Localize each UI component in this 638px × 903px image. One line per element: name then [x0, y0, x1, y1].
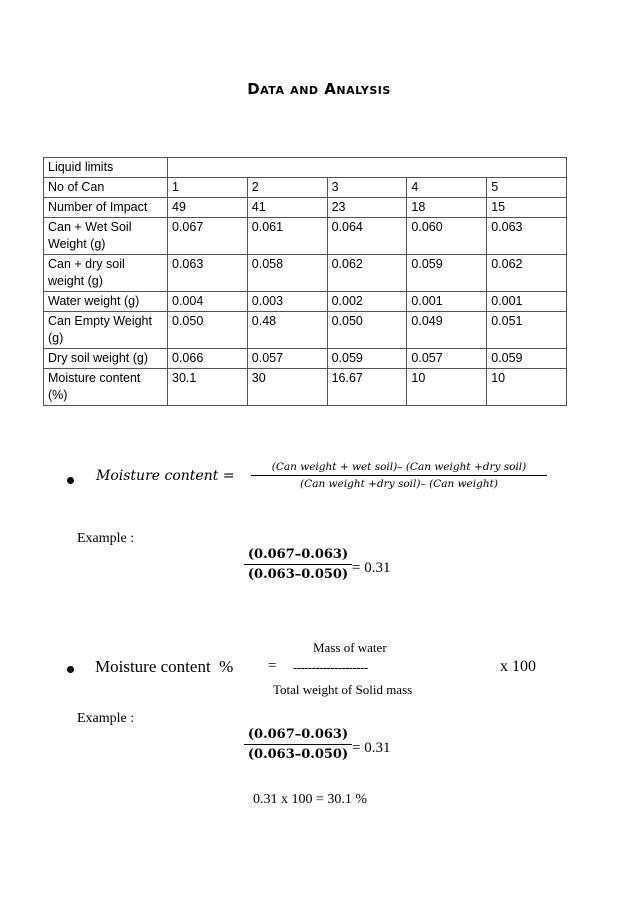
- table-row: [44, 292, 567, 312]
- formula2-multiplier: x 100: [500, 658, 536, 675]
- example1-numerator: (0.067–0.063): [244, 547, 352, 565]
- table-row: [44, 312, 567, 349]
- table-cell: 0.001: [487, 292, 567, 312]
- table-cell: 0.059: [487, 349, 567, 369]
- row-label: Moisture content (%): [44, 369, 168, 406]
- table-cell: 16.67: [327, 369, 407, 406]
- row-label: Can + dry soil weight (g): [44, 255, 168, 292]
- table-cell: 18: [407, 198, 487, 218]
- table-cell: 4: [407, 178, 487, 198]
- table-cell: 0.051: [487, 312, 567, 349]
- formula2-equals: =: [268, 658, 277, 674]
- page-title: Data and Analysis: [247, 80, 391, 98]
- table-cell: 0.063: [487, 218, 567, 255]
- example1-result: = 0.31: [352, 560, 391, 576]
- row-label: No of Can: [44, 178, 168, 198]
- example2-final: 0.31 x 100 = 30.1 %: [253, 792, 368, 807]
- table-cell: 30.1: [168, 369, 248, 406]
- row-label: Number of Impact: [44, 198, 168, 218]
- row-label: Water weight (g): [44, 292, 168, 312]
- example1-fraction: [244, 547, 352, 582]
- table-cell: 0.062: [327, 255, 407, 292]
- table-cell: 0.057: [247, 349, 327, 369]
- table-cell: 1: [168, 178, 248, 198]
- table-cell: 3: [327, 178, 407, 198]
- formula2-denominator: Total weight of Solid mass: [273, 682, 413, 697]
- table-cell: 49: [168, 198, 248, 218]
- liquid-limits-table: [43, 157, 567, 406]
- table-cell: 10: [487, 369, 567, 406]
- table-cell: 5: [487, 178, 567, 198]
- bullet-icon: [67, 666, 74, 673]
- table-cell: 15: [487, 198, 567, 218]
- table-cell: 0.004: [168, 292, 248, 312]
- bullet-icon: [67, 477, 74, 484]
- table-row: [44, 218, 567, 255]
- table-cell: 0.001: [407, 292, 487, 312]
- table-cell: 41: [247, 198, 327, 218]
- table-cell: 0.48: [247, 312, 327, 349]
- example2-result: = 0.31: [352, 740, 391, 756]
- row-label: Dry soil weight (g): [44, 349, 168, 369]
- formula2-lhs: Moisture content %: [95, 657, 234, 676]
- table-cell: 0.059: [327, 349, 407, 369]
- table-cell: 0.058: [247, 255, 327, 292]
- formula1-fraction: [251, 461, 547, 490]
- table-cell: 0.061: [247, 218, 327, 255]
- formula2-numerator: Mass of water: [313, 640, 387, 655]
- table-cell: 0.059: [407, 255, 487, 292]
- table-header-label: Liquid limits: [44, 158, 168, 178]
- table-cell: 10: [407, 369, 487, 406]
- formula1-denominator: (Can weight +dry soil)– (Can weight): [300, 478, 498, 490]
- row-label: Can + Wet Soil Weight (g): [44, 218, 168, 255]
- table-cell: 0.060: [407, 218, 487, 255]
- table-row: [44, 349, 567, 369]
- table-cell: 0.062: [487, 255, 567, 292]
- table-cell: 0.003: [247, 292, 327, 312]
- table-cell: 0.066: [168, 349, 248, 369]
- example2-denominator: (0.063–0.050): [247, 747, 349, 762]
- table-cell: 0.002: [327, 292, 407, 312]
- table-cell: 30: [247, 369, 327, 406]
- table-row: [44, 198, 567, 218]
- example2-fraction: [244, 727, 352, 762]
- example2-numerator: (0.067–0.063): [244, 727, 352, 745]
- example1-label: Example :: [77, 531, 135, 546]
- table-cell: 2: [247, 178, 327, 198]
- formula1-lhs: Moisture content =: [96, 468, 235, 484]
- table-cell: 0.067: [168, 218, 248, 255]
- table-row: [44, 178, 567, 198]
- table-header-row: [44, 158, 567, 178]
- table-cell: 0.057: [407, 349, 487, 369]
- table-cell: 0.050: [327, 312, 407, 349]
- example2-label: Example :: [77, 711, 135, 726]
- example1-denominator: (0.063–0.050): [247, 567, 349, 582]
- formula1-numerator: (Can weight + wet soil)– (Can weight +dry soil): [251, 461, 547, 476]
- table-cell: 0.063: [168, 255, 248, 292]
- table-cell: 23: [327, 198, 407, 218]
- table-cell: 0.049: [407, 312, 487, 349]
- table-cell: 0.064: [327, 218, 407, 255]
- table-row: [44, 255, 567, 292]
- table-cell: 0.050: [168, 312, 248, 349]
- row-label: Can Empty Weight (g): [44, 312, 168, 349]
- table-header-empty: [168, 158, 567, 178]
- table-row: [44, 369, 567, 406]
- formula2-dashes: --------------------: [293, 660, 368, 675]
